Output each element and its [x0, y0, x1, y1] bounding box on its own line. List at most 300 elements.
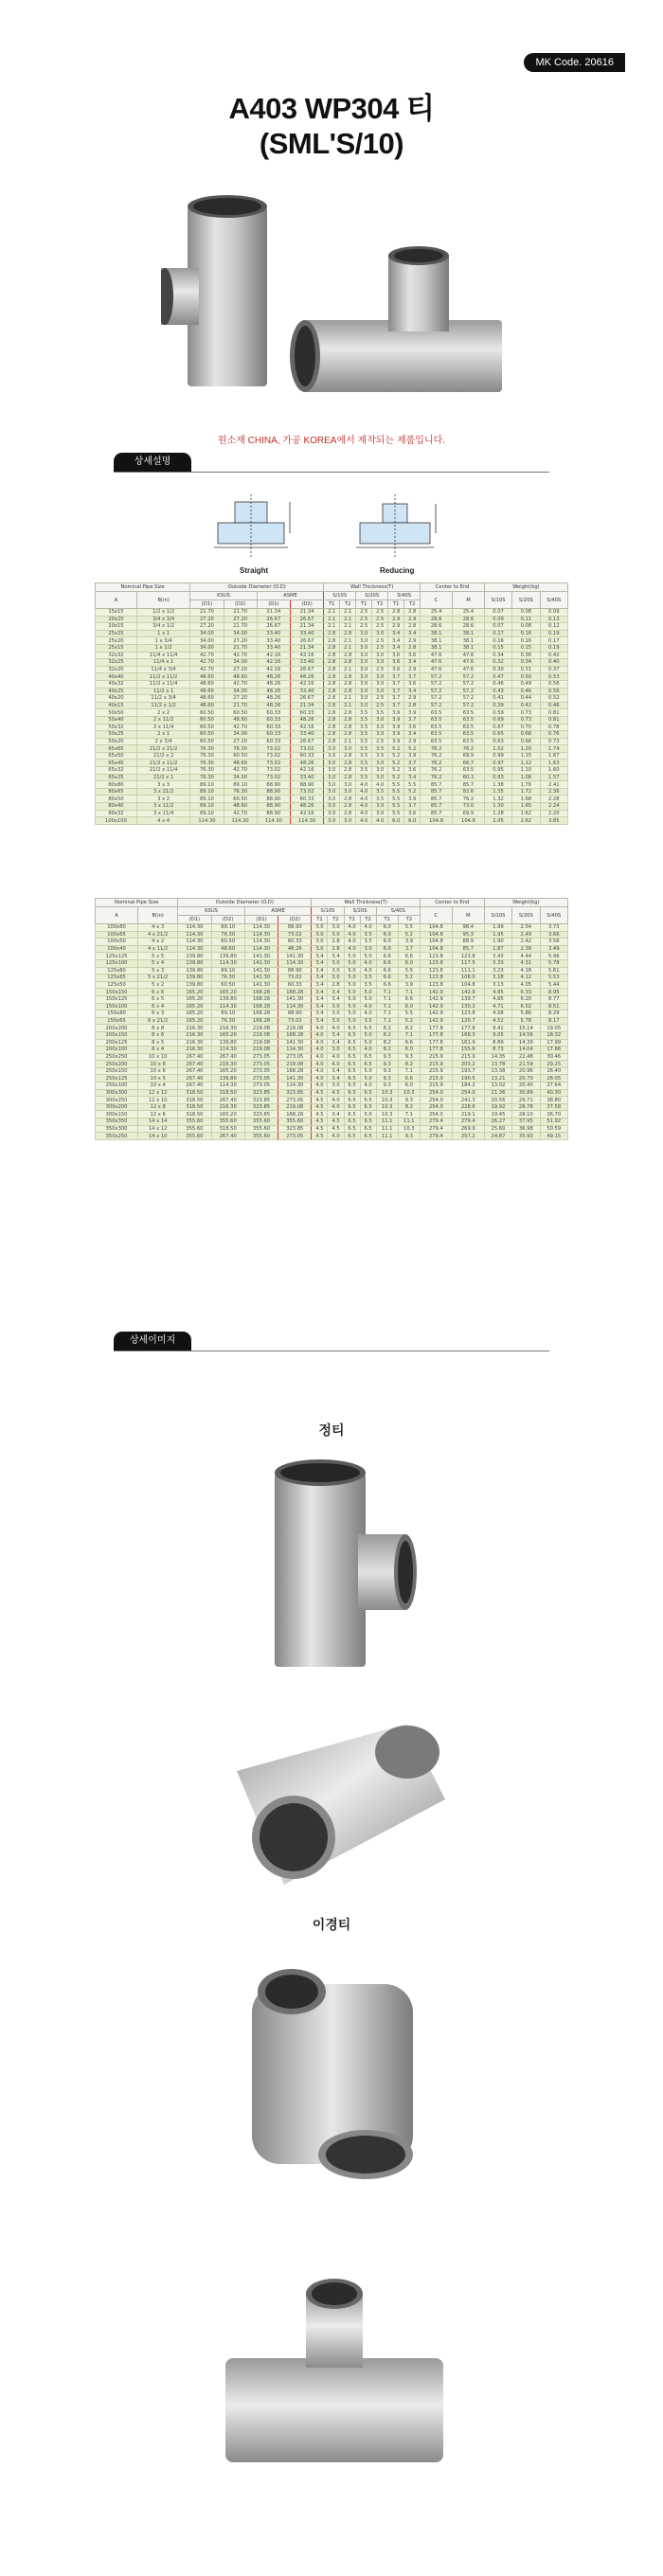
table-cell: 42.16 [290, 652, 323, 659]
table-cell: 177.8 [420, 1046, 452, 1054]
table-cell: 165.20 [211, 989, 244, 996]
table-cell: 2.28 [540, 796, 568, 803]
table-cell: 5 x 2 [138, 981, 178, 989]
table-cell: 123.8 [452, 1011, 484, 1018]
table-cell: 85.7 [421, 810, 453, 817]
table-cell: 2 x 1 [136, 731, 189, 739]
table-cell: 4.12 [512, 975, 540, 982]
table-cell: 6.5 [344, 1082, 360, 1090]
table-cell: 34.00 [224, 774, 257, 781]
table-cell: 40x15 [96, 702, 137, 709]
table-cell: 3.73 [540, 924, 568, 932]
table-cell: 2.9 [388, 616, 404, 623]
table-cell: 254.0 [420, 1103, 452, 1111]
table-cell: 11/4 x 1 [136, 659, 189, 667]
table-cell: 114.30 [178, 924, 211, 932]
table-cell: 88.90 [257, 796, 290, 803]
table-cell: 28.05 [540, 1075, 568, 1082]
table-cell: 76.2 [421, 760, 453, 767]
table-cell: 216.30 [211, 1025, 244, 1032]
table-cell: 165.20 [178, 1003, 211, 1011]
table-cell: 40x32 [96, 680, 137, 688]
table-cell: 6.5 [344, 1061, 360, 1068]
table-cell: 0.34 [512, 659, 540, 667]
table-cell: 60.33 [290, 752, 323, 760]
table-cell: 3.5 [372, 788, 388, 796]
table-row [96, 1075, 568, 1082]
th-weight: Weight(kg) [484, 583, 567, 592]
table-cell: 215.9 [452, 1053, 484, 1061]
table-cell: 11/4 x 11/4 [136, 652, 189, 659]
table-cell: 29.25 [540, 1061, 568, 1068]
table-cell: 216.30 [178, 1039, 211, 1046]
table-cell: 5.0 [344, 1011, 360, 1018]
table-cell: 165.20 [211, 1111, 244, 1118]
table-cell: 42.70 [224, 652, 257, 659]
table-cell: 3.5 [356, 752, 372, 760]
table-cell: 42.70 [224, 680, 257, 688]
table-cell: 3.0 [356, 688, 372, 695]
table-cell: 1.68 [512, 796, 540, 803]
table-cell: 4.0 [312, 1067, 328, 1075]
table-row [96, 673, 568, 681]
table-cell: 88.9 [452, 939, 484, 946]
table-cell: 5.2 [404, 745, 421, 753]
table-cell: 10.3 [398, 1089, 420, 1097]
table-cell: 3.0 [328, 924, 344, 932]
table-cell: 0.16 [512, 630, 540, 637]
table-cell: 2.8 [324, 695, 340, 703]
table-cell: 3.33 [484, 959, 511, 967]
table-cell: 300x150 [96, 1111, 138, 1118]
table-cell: 114.30 [278, 1003, 312, 1011]
table-cell: 3.4 [312, 981, 328, 989]
table-cell: 2.8 [324, 680, 340, 688]
table-cell: 0.81 [540, 709, 568, 717]
table-cell: 100x65 [96, 931, 138, 939]
table-cell: 42.16 [290, 810, 323, 817]
table-cell: 57.2 [421, 695, 453, 703]
table-cell: 48.26 [257, 702, 290, 709]
table-cell: 2.8 [340, 716, 356, 724]
table-cell: 104.8 [420, 945, 452, 953]
th-s40s: S/40S [388, 592, 421, 600]
table-cell: 3.4 [312, 989, 328, 996]
table-cell: 142.9 [420, 989, 452, 996]
table-cell: 65x32 [96, 767, 137, 775]
table-cell: 57.2 [453, 673, 485, 681]
table-cell: 89.10 [190, 796, 224, 803]
table-cell: 47.6 [453, 652, 485, 659]
table-cell: 3.0 [324, 767, 340, 775]
table-cell: 184.2 [452, 1082, 484, 1090]
straight-tee-drawing [214, 494, 290, 557]
table-cell: 3.4 [312, 1017, 328, 1025]
table-cell: 139.80 [211, 995, 244, 1003]
table-cell: 5 x 21/2 [138, 975, 178, 982]
table-cell: 33.40 [290, 630, 323, 637]
table-cell: 6.0 [388, 817, 404, 825]
table-cell: 35.93 [512, 1133, 540, 1140]
table-cell: 168.28 [244, 989, 278, 996]
table-cell: 6.6 [376, 953, 398, 960]
table-cell: 6.5 [360, 1125, 376, 1133]
table-cell: 1 x 1 [136, 630, 189, 637]
table-cell: 139.80 [178, 975, 211, 982]
table-cell: 25x20 [96, 637, 137, 645]
table-cell: 0.59 [484, 709, 511, 717]
table-cell: 2.9 [404, 637, 421, 645]
reducing-tee-label: 이경티 [312, 1917, 351, 1932]
th-w20: S/20S [512, 907, 540, 924]
table-cell: 20.70 [512, 1075, 540, 1082]
table-cell: 73.02 [257, 752, 290, 760]
table-row [96, 738, 568, 745]
table-cell: 1.60 [540, 767, 568, 775]
table-cell: 2.5 [356, 609, 372, 617]
table-cell: 48.26 [257, 680, 290, 688]
th-weight: Weight(kg) [484, 899, 567, 907]
table-cell: 168.28 [244, 1003, 278, 1011]
table-cell: 6.0 [398, 1046, 420, 1054]
th-od1: (D1) [257, 600, 290, 609]
table-cell: 3.0 [372, 767, 388, 775]
table-cell: 4.0 [356, 810, 372, 817]
table-cell: 0.41 [484, 695, 511, 703]
table-cell: 33.40 [257, 630, 290, 637]
table-cell: 3.4 [328, 989, 344, 996]
table-cell: 57.2 [421, 673, 453, 681]
table-cell: 6.5 [360, 1118, 376, 1126]
table-cell: 21.36 [484, 1089, 511, 1097]
table-cell: 0.17 [484, 630, 511, 637]
table-cell: 4.58 [484, 1011, 511, 1018]
table-cell: 21/2 x 21/2 [136, 745, 189, 753]
table-cell: 0.78 [540, 724, 568, 731]
table-cell: 26.67 [290, 616, 323, 623]
table-cell: 3.0 [356, 666, 372, 673]
table-cell: 4.0 [312, 1046, 328, 1054]
table-cell: 2.5 [372, 644, 388, 652]
table-cell: 3.5 [372, 752, 388, 760]
table-cell: 6.5 [344, 1025, 360, 1032]
table-cell: 40x25 [96, 688, 137, 695]
table-cell: 51.92 [540, 1118, 568, 1126]
table-cell: 2.1 [340, 623, 356, 631]
table-cell: 4.0 [328, 1025, 344, 1032]
table-cell: 3 x 3 [136, 781, 189, 789]
table-cell: 2.8 [340, 673, 356, 681]
table-cell: 269.9 [452, 1125, 484, 1133]
table-cell: 141.30 [244, 975, 278, 982]
hero-tee-image [161, 188, 502, 415]
table-cell: 10 x 6 [138, 1067, 178, 1075]
table-cell: 21/2 x 1 [136, 774, 189, 781]
table-cell: 3.0 [328, 1011, 344, 1018]
th-t1: T1 [344, 916, 360, 924]
table-cell: 27.20 [224, 666, 257, 673]
table-cell: 60.33 [257, 716, 290, 724]
table-cell: 2.62 [512, 817, 540, 825]
table-cell: 1/2 x 1/2 [136, 609, 189, 617]
table-cell: 104.8 [420, 939, 452, 946]
table-cell: 8.2 [398, 1061, 420, 1068]
table-cell: 7.1 [376, 995, 398, 1003]
table-cell: 114.30 [244, 924, 278, 932]
table-cell: 4.0 [344, 931, 360, 939]
table-cell: 2.20 [540, 810, 568, 817]
table-cell: 2 x 11/4 [136, 724, 189, 731]
table-cell: 114.30 [178, 939, 211, 946]
table-cell: 0.11 [512, 616, 540, 623]
table-cell: 3.6 [404, 810, 421, 817]
table-cell: 34.00 [224, 731, 257, 739]
table-cell: 10 x 8 [138, 1061, 178, 1068]
reducing-tee-drawing [356, 494, 436, 557]
table-cell: 139.80 [211, 1075, 244, 1082]
table-cell: 3.5 [356, 731, 372, 739]
table-cell: 42.16 [290, 724, 323, 731]
th-t2: T2 [328, 916, 344, 924]
table-cell: 2.8 [324, 738, 340, 745]
th-s10s: S/10S [312, 907, 344, 916]
table-cell: 89.10 [190, 803, 224, 811]
table-cell: 88.90 [278, 924, 312, 932]
table-cell: 123.8 [420, 953, 452, 960]
table-cell: 0.43 [484, 688, 511, 695]
table-cell: 48.60 [224, 803, 257, 811]
table-cell: 8.2 [376, 1046, 398, 1054]
table-cell: 0.16 [484, 637, 511, 645]
table-cell: 114.30 [278, 1082, 312, 1090]
table-cell: 3.7 [388, 680, 404, 688]
table-cell: 48.26 [257, 673, 290, 681]
table-cell: 4.0 [360, 1046, 376, 1054]
table-cell: 200x200 [96, 1025, 138, 1032]
table-cell: 3.0 [328, 967, 344, 975]
table-cell: 100x40 [96, 945, 138, 953]
table-cell: 73.02 [257, 767, 290, 775]
table-cell: 88.90 [278, 1011, 312, 1018]
spec-table-2 [95, 898, 568, 1140]
table-cell: 318.50 [178, 1097, 211, 1104]
table-cell: 5.5 [388, 810, 404, 817]
table-cell: 123.8 [420, 959, 452, 967]
table-cell: 76.30 [211, 1017, 244, 1025]
table-cell: 4.0 [312, 1031, 328, 1039]
table-cell: 76.2 [421, 767, 453, 775]
table-cell: 3.0 [324, 803, 340, 811]
table-cell: 120.7 [452, 1017, 484, 1025]
table-cell: 6.0 [376, 924, 398, 932]
table-cell: 9.3 [376, 1053, 398, 1061]
table-cell: 114.30 [178, 931, 211, 939]
table-cell: 21.34 [290, 702, 323, 709]
table-cell: 139.7 [452, 995, 484, 1003]
table-cell: 130.2 [452, 1003, 484, 1011]
table-cell: 3.0 [372, 774, 388, 781]
table-cell: 17.99 [540, 1039, 568, 1046]
table-cell: 0.39 [484, 702, 511, 709]
table-cell: 5.5 [404, 781, 421, 789]
table-cell: 3.0 [356, 637, 372, 645]
table-cell: 88.90 [257, 803, 290, 811]
table-cell: 6.6 [376, 959, 398, 967]
table-cell: 34.00 [224, 688, 257, 695]
table-cell: 3/4 x 3/4 [136, 616, 189, 623]
th-center: Center to End [420, 899, 484, 907]
table-cell: 26.67 [257, 623, 290, 631]
table-cell: 2.8 [328, 945, 344, 953]
table-cell: 3.9 [398, 939, 420, 946]
table-cell: 4.0 [360, 967, 376, 975]
table-cell: 3.9 [404, 752, 421, 760]
table-cell: 21.34 [290, 623, 323, 631]
th-nominal: Nominal Pipe Size [96, 899, 178, 907]
table-cell: 40x20 [96, 695, 137, 703]
th-od2: (D2) [278, 916, 312, 924]
table-cell: 28.6 [421, 616, 453, 623]
table-cell: 177.8 [452, 1025, 484, 1032]
table-cell: 40.30 [540, 1089, 568, 1097]
table-cell: 3.0 [356, 702, 372, 709]
table-cell: 76.2 [453, 745, 485, 753]
table-cell: 50x20 [96, 738, 137, 745]
table-cell: 3.4 [312, 995, 328, 1003]
table-cell: 216.30 [178, 1031, 211, 1039]
table-cell: 76.30 [190, 752, 224, 760]
th-b: B(in) [138, 907, 178, 924]
table-cell: 42.70 [190, 652, 224, 659]
table-cell: 24.87 [484, 1133, 511, 1140]
table-cell: 3.0 [360, 945, 376, 953]
table-cell: 6.0 [376, 939, 398, 946]
table-cell: 267.40 [178, 1067, 211, 1075]
table-cell: 17.66 [540, 1046, 568, 1054]
table-cell: 4 x 4 [136, 817, 189, 825]
table-cell: 323.85 [278, 1125, 312, 1133]
table-cell: 3.4 [388, 630, 404, 637]
table-cell: 4.5 [312, 1111, 328, 1118]
table-cell: 0.19 [540, 644, 568, 652]
table-cell: 3.0 [356, 659, 372, 667]
table-cell: 2.8 [404, 609, 421, 617]
table-cell: 3.0 [312, 945, 328, 953]
table-cell: 3.0 [324, 781, 340, 789]
table-cell: 6.5 [344, 1133, 360, 1140]
table-cell: 14 x 12 [138, 1125, 178, 1133]
table-row [96, 623, 568, 631]
table-cell: 3.4 [312, 967, 328, 975]
table-cell: 3.4 [328, 1039, 344, 1046]
table-cell: 104.8 [452, 981, 484, 989]
table-cell: 2.5 [356, 616, 372, 623]
table-cell: 21.70 [224, 702, 257, 709]
table-cell: 29.71 [512, 1097, 540, 1104]
table-cell: 5.86 [512, 1011, 540, 1018]
table-cell: 114.30 [244, 939, 278, 946]
table-cell: 318.50 [211, 1089, 244, 1097]
table-cell: 85.7 [421, 781, 453, 789]
table-cell: 2.9 [404, 695, 421, 703]
table-cell: 123.8 [420, 967, 452, 975]
table-cell: 30.46 [540, 1053, 568, 1061]
table-cell: 88.90 [257, 810, 290, 817]
table-cell: 0.09 [484, 616, 511, 623]
table-cell: 42.70 [224, 810, 257, 817]
table-cell: 318.50 [178, 1103, 211, 1111]
table-cell: 5.0 [360, 1111, 376, 1118]
table-cell: 100x80 [96, 924, 138, 932]
table-cell: 2.49 [512, 931, 540, 939]
table-cell: 26.67 [257, 616, 290, 623]
th-ksus: KSUS [190, 592, 257, 600]
table-cell: 0.42 [512, 702, 540, 709]
table-cell: 6.5 [360, 1053, 376, 1061]
table-row [96, 1017, 568, 1025]
section-tab-detail-image: 상세이미지 [114, 1332, 191, 1351]
table-cell: 19.45 [484, 1111, 511, 1118]
table-cell: 6.0 [398, 959, 420, 967]
table-cell: 5.0 [360, 995, 376, 1003]
table-cell: 57.2 [453, 695, 485, 703]
table-cell: 6.5 [360, 1025, 376, 1032]
th-od: Outside Diameter (O.D) [190, 583, 324, 592]
table-cell: 165.20 [211, 1031, 244, 1039]
table-cell: 267.40 [211, 1133, 244, 1140]
table-cell: 3.0 [312, 924, 328, 932]
table-row [96, 939, 568, 946]
table-cell: 3.0 [324, 810, 340, 817]
table-cell: 89.10 [190, 781, 224, 789]
table-cell: 28.78 [512, 1103, 540, 1111]
table-cell: 12 x 12 [138, 1089, 178, 1097]
table-cell: 76.30 [211, 975, 244, 982]
table-cell: 2.1 [340, 616, 356, 623]
table-cell: 10 x 10 [138, 1053, 178, 1061]
table-cell: 177.8 [420, 1025, 452, 1032]
table-cell: 150x125 [96, 995, 138, 1003]
origin-note: 원소재 CHINA, 가공 KOREA에서 제작되는 제품입니다. [217, 436, 446, 446]
table-cell: 355.60 [244, 1125, 278, 1133]
table-cell: 139.80 [178, 967, 211, 975]
table-row [96, 924, 568, 932]
table-cell: 0.37 [540, 666, 568, 673]
table-cell: 141.30 [278, 1039, 312, 1046]
th-asme: ASME [244, 907, 312, 916]
table-cell: 3.0 [324, 745, 340, 753]
table-cell: 18.32 [540, 1031, 568, 1039]
table-cell: 3.4 [404, 659, 421, 667]
table-cell: 4.0 [356, 796, 372, 803]
table-cell: 125x50 [96, 981, 138, 989]
table-cell: 2.8 [404, 702, 421, 709]
table-cell: 20x15 [96, 623, 137, 631]
table-cell: 300x300 [96, 1089, 138, 1097]
table-cell: 60.3 [453, 774, 485, 781]
table-cell: 3.4 [388, 644, 404, 652]
table-cell: 168.28 [244, 1017, 278, 1025]
tee-diagrams [206, 491, 457, 576]
th-od2: (D2) [211, 916, 244, 924]
table-cell: 2.8 [324, 652, 340, 659]
table-cell: 5.0 [360, 1067, 376, 1075]
table-cell: 114.30 [211, 1003, 244, 1011]
table-cell: 88.90 [257, 788, 290, 796]
table-cell: 141.30 [244, 953, 278, 960]
table-cell: 2.1 [324, 616, 340, 623]
table-cell: 2.1 [340, 637, 356, 645]
